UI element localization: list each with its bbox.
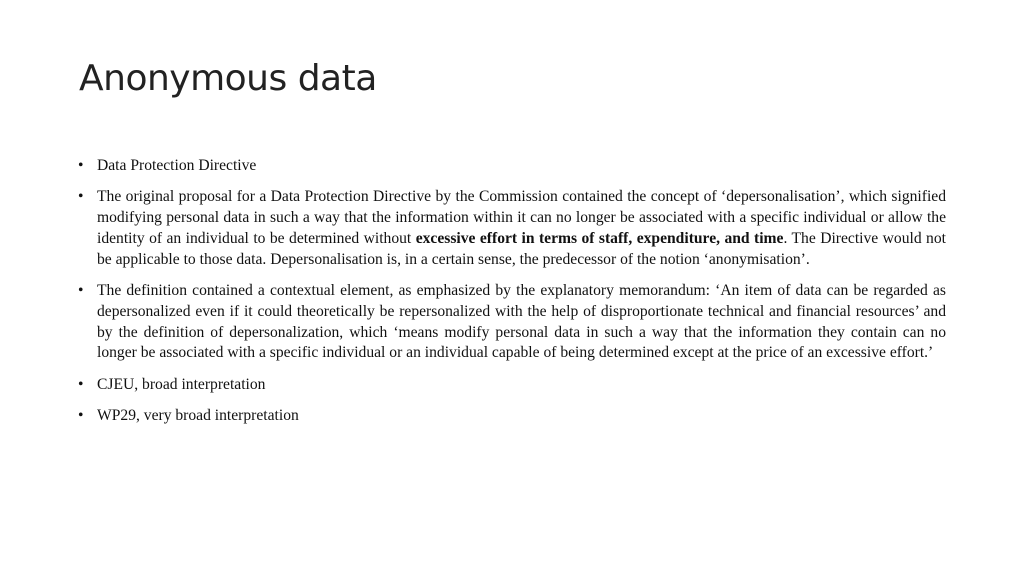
bullet-list xyxy=(78,156,946,437)
bullet-text: WP29, very broad interpretation xyxy=(97,406,299,424)
bullet-text: The definition contained a contextual element, as emphasized by the explanatory memorandum: ‘An item of data can be regarded as depersonalized even if it could theoretically be repersonalized with the help of disproportionate technical and financial resources’ and by the definition of depersonalization, which ‘means modify personal data in such a way that the information they contain can no longer be associated with a specific individual or an individual capable of being determined except at the price of an excessive effort.’ xyxy=(97,281,946,362)
bullet-text-start: The original proposal for a Data Protection Directive by the Commission contained the concept of ‘depersonalisation’, which signified modifying personal data in such a way that the information within it can no longer be associated with a specific individual or allow the identity of an individual to be determined without xyxy=(97,188,946,247)
bullet-item xyxy=(78,156,946,177)
bullet-item xyxy=(78,187,946,270)
bullet-text-emphasis: excessive effort in terms of staff, expenditure, and time xyxy=(415,229,784,247)
bullet-text-end: . The Directive would not be applicable to those data. Depersonalisation is, in a certain sense, the predecessor of the notion ‘anonymisation’. xyxy=(97,229,946,268)
bullet-item xyxy=(78,375,946,396)
bullet-item xyxy=(78,406,946,427)
slide-title: Anonymous data xyxy=(79,58,377,99)
bullet-icon: • xyxy=(78,375,84,393)
bullet-text: Data Protection Directive xyxy=(97,157,257,174)
bullet-icon: • xyxy=(78,188,84,206)
bullet-item xyxy=(78,281,946,364)
bullet-icon: • xyxy=(78,281,84,299)
bullet-text: CJEU, broad interpretation xyxy=(97,375,266,393)
bullet-icon: • xyxy=(78,406,84,424)
bullet-icon: • xyxy=(78,157,84,174)
